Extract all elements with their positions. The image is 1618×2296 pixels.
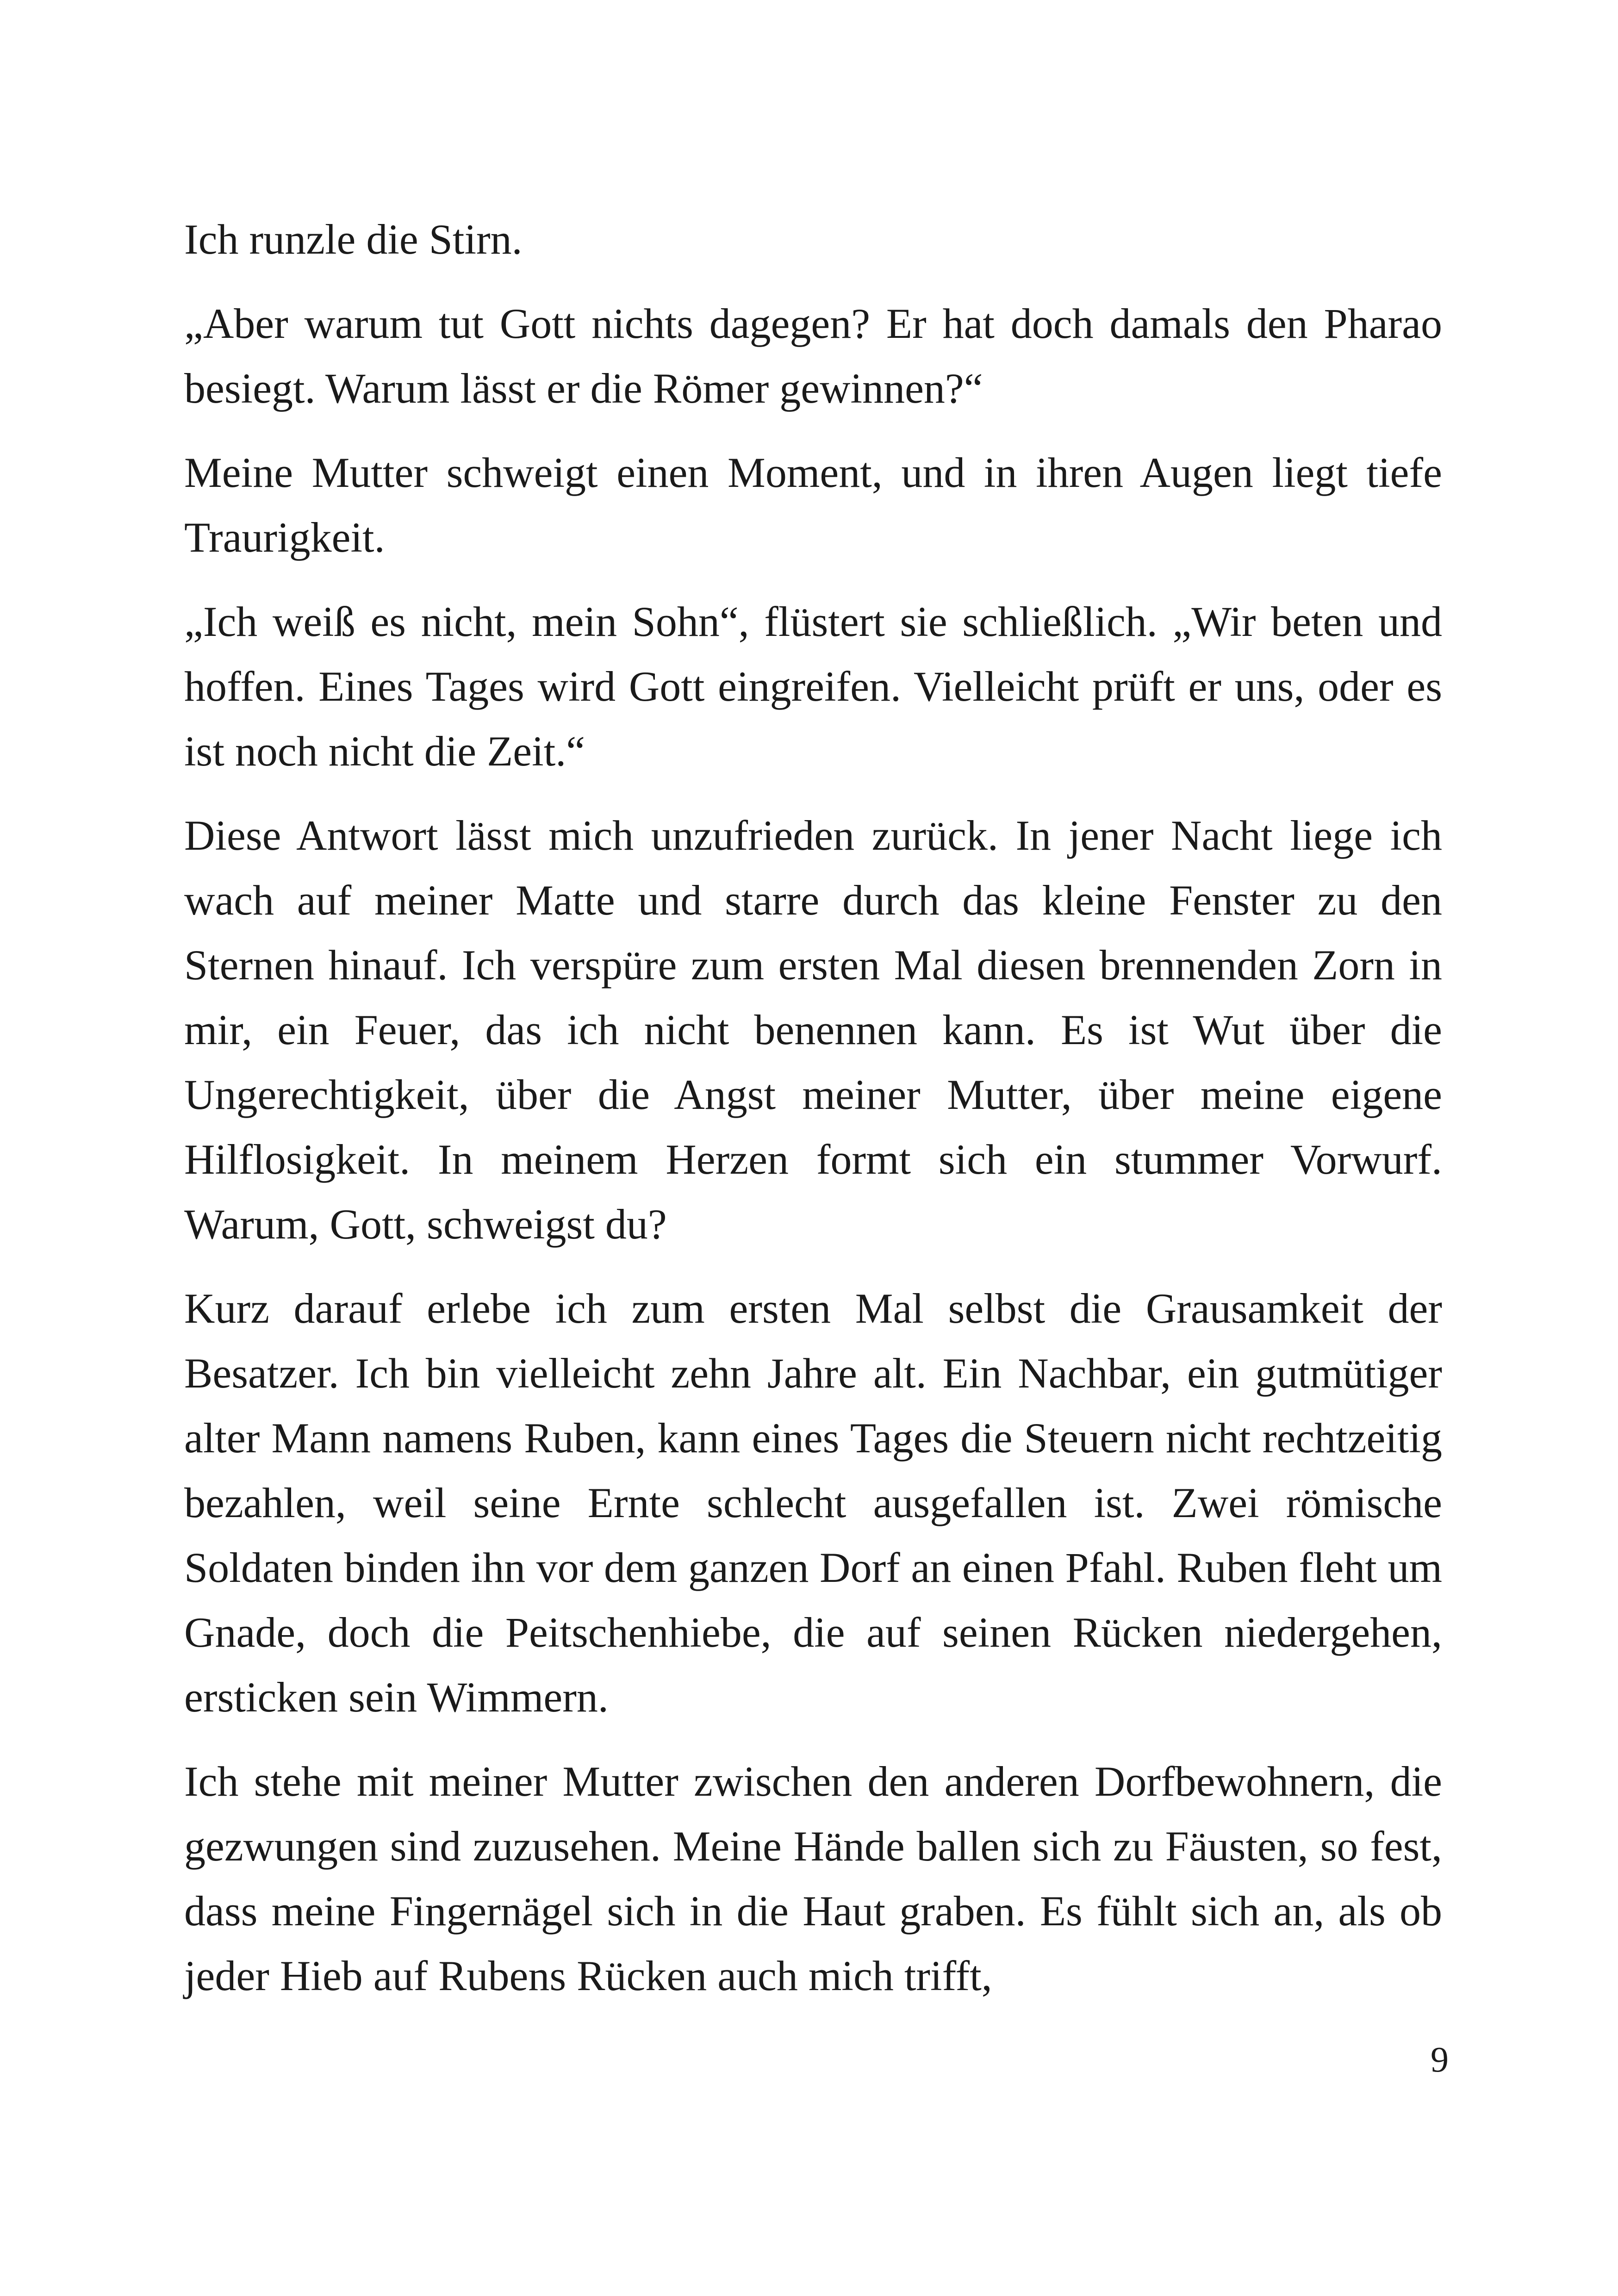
paragraph: Meine Mutter schweigt einen Moment, und in ihren Augen liegt tiefe Traurigkeit. (184, 449, 1442, 561)
paragraph: Kurz darauf erlebe ich zum ersten Mal selbst die Grausamkeit der Besatzer. Ich bin vielleicht zehn Jahre alt. Ein Nachbar, ein gutmütiger alter Mann namens Ruben, kann eines Tages die Steuern nicht rechtzeitig bezahlen, weil seine Ernte schlecht ausgefallen ist. Zwei römische Soldaten binden ihn vor dem ganzen Dorf an einen Pfahl. Ruben fleht um Gnade, doch die Peitschenhiebe, die auf seinen Rücken niedergehen, ersticken sein Wimmern. (184, 1285, 1442, 1721)
paragraph: Ich runzle die Stirn. (184, 216, 523, 263)
paragraph: „Ich weiß es nicht, mein Sohn“, flüstert sie schließlich. „Wir beten und hoffen. Eines Tages wird Gott eingreifen. Vielleicht prüft er uns, oder es ist noch nicht die Zeit.“ (184, 598, 1442, 775)
paragraph: Ich stehe mit meiner Mutter zwischen den anderen Dorfbewohnern, die gezwungen sind zuzusehen. Meine Hände ballen sich zu Fäusten, so fest, dass meine Fingernägel sich in die Haut graben. Es fühlt sich an, als ob jeder Hieb auf Rubens Rücken auch mich trifft, (184, 1758, 1442, 1999)
body-text (184, 207, 1442, 2028)
paragraph: „Aber warum tut Gott nichts dagegen? Er hat doch damals den Pharao besiegt. Warum lässt er die Römer gewinnen?“ (184, 300, 1442, 412)
page-number: 9 (1431, 2039, 1449, 2079)
paragraph: Diese Antwort lässt mich unzufrieden zurück. In jener Nacht liege ich wach auf meiner Matte und starre durch das kleine Fenster zu den Sternen hinauf. Ich verspüre zum ersten Mal diesen brennenden Zorn in mir, ein Feuer, das ich nicht benennen kann. Es ist Wut über die Ungerechtigkeit, über die Angst meiner Mutter, über meine eigene Hilflosigkeit. In meinem Herzen formt sich ein stummer Vorwurf. Warum, Gott, schweigst du? (184, 812, 1442, 1248)
